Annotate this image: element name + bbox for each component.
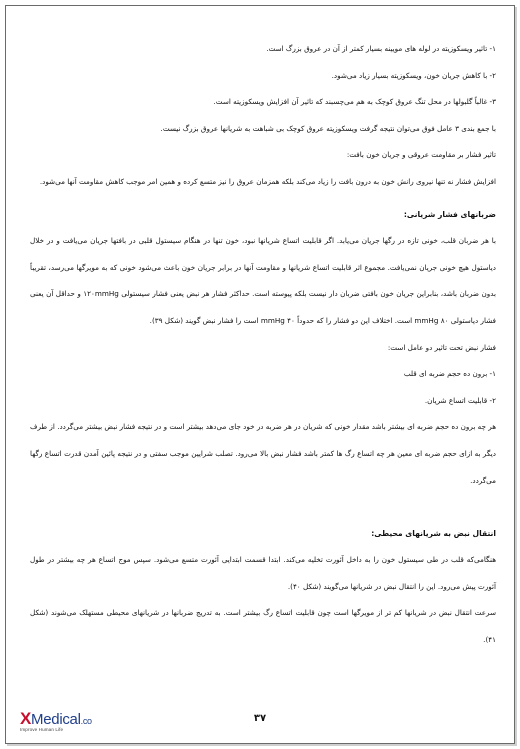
arterial-pulse-paragraph: با هر ضربان قلب، خونی تازه در رگها جریان می‌یابد. اگر قابلیت اتساع شریانها نبود، خون تنها در هنگام سیستول قلبی در بافتها جریان می‌یافت و در خلال دیاستول هیچ خونی جریان نمی‌یافت. مجموع اثر قابلیت اتساع شریانها و مقاومت آنها در برابر جریان خون باعث می‌شود خونی که به مویرگها می‌رسد، تقریباً بدون ضربان باشد، بنابراین جریان خون بافتی ضربان دار نیست بلکه پیوسته است. حداکثر فشار هر نبض یعنی فشار سیستولی ۱۲۰mmHg و حداقل آن یعنی فشار دیاستولی ۸۰ mmHg است. اختلاف این دو فشار را که حدوداً ۴۰ mmHg است را فشار نبض گویند (شکل ۳۹). bbox=[30, 236, 496, 325]
pulse-transmission-paragraph: هنگامی‌که قلب در طی سیستول خون را به داخل آئورت تخلیه می‌کند. ابتدا قسمت ابتدایی آئورت متسع می‌شود. سپس موج اتساع هر چه بیشتر در طول آئورت پیش می‌رود. این را انتقال نبض در شریانها می‌گویند (شکل ۴۰). bbox=[30, 555, 496, 591]
brand-x-mark: X bbox=[20, 709, 32, 728]
pulse-factors-paragraph: هر چه برون ده حجم ضربه ای بیشتر باشد مقدار خونی که شریان در هر ضربه در خود جای می‌دهد بیشتر است و در نتیجه فشار نبض بیشتر می‌گردد. از طرف دیگر به ازای حجم ضربه ای معین هر چه اتساع رگ ها کمتر باشد فشار نبض بالا می‌رود. تصلب شرایین موجب سفتی و در نتیجه پائین آمدن قدرت اتساع رگها می‌گردد. bbox=[30, 422, 496, 485]
brand-tagline: Improve Human Life bbox=[20, 727, 64, 732]
pressure-effect-paragraph: افزایش فشار نه تنها نیروی رانش خون به درون بافت را زیاد می‌کند بلکه همزمان عروق را نیز متسع کرده و همین امر موجب کاهش مقاومت آنها می‌شود. bbox=[39, 176, 496, 186]
brand-name-text: Medical bbox=[31, 711, 81, 728]
list-item-viscosity-flow: ۲- با کاهش جریان خون، ویسکوزیته بسیار زیاد می‌شود. bbox=[331, 70, 496, 80]
pulse-factor-item: ۱- برون ده حجم ضربه ای قلب bbox=[403, 369, 496, 379]
section-heading-arterial-pulse: ضربانهای فشار شریانی: bbox=[403, 209, 496, 219]
document-page bbox=[5, 5, 515, 744]
pulse-factors-intro: فشار نبض تحت تاثیر دو عامل است: bbox=[387, 342, 496, 352]
section-heading-pulse-transmission: انتقال نبض به شریانهای محیطی: bbox=[371, 528, 496, 538]
page-footer bbox=[6, 703, 514, 743]
summary-paragraph: با جمع بندی ۳ عامل فوق می‌توان نتیجه گرفت ویسکوزیته عروق کوچک بی شباهت به شریانها عروق بزرگ نیست. bbox=[160, 123, 496, 133]
list-item-viscosity-cells: ۳- غالباً گلبولها در محل تنگ عروق کوچک به هم می‌چسبند که تاثیر آن افزایش ویسکوزیته است. bbox=[213, 97, 496, 107]
pulse-factor-item: ۲- قابلیت اتساع شریان. bbox=[424, 395, 496, 405]
list-item-viscosity-capillaries: ۱- تاثیر ویسکوزیته در لوله های مویینه بسیار کمتر از آن در عروق بزرگ است. bbox=[266, 44, 496, 53]
page-number: ۳۷ bbox=[253, 713, 267, 724]
subheading-pressure-effect: تاثیر فشار بر مقاومت عروقی و جریان خون بافت: bbox=[346, 150, 496, 160]
pulse-damping-paragraph: سرعت انتقال نبض در شریانها کم تر از مویرگها است چون قابلیت اتساع رگ بیشتر است. به تدریج ضربانها در شریانهای محیطی مستهلک می‌شوند (شکل ۴۱). bbox=[30, 608, 496, 645]
brand-suffix: .co bbox=[80, 716, 92, 726]
page-body bbox=[30, 36, 496, 654]
